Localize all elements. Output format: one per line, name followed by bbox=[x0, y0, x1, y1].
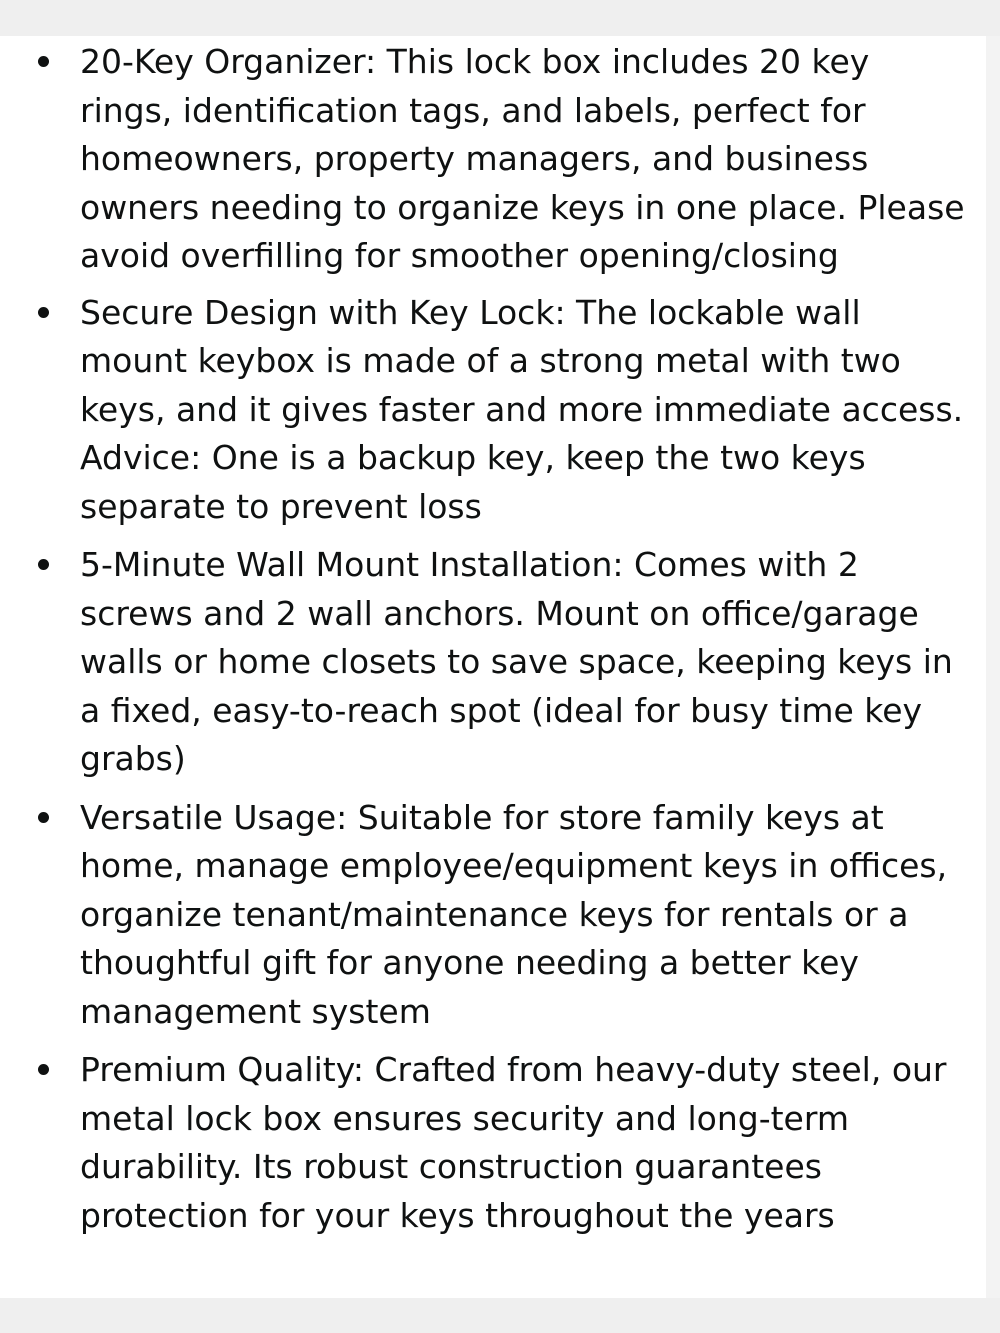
feature-bullet-text: 5-Minute Wall Mount Installation: Comes with 2 screws and 2 wall anchors. Mount on office/garage walls or home closets to save space, keeping keys in a fixed, easy-to-reach spot (ideal for busy time key grabs) bbox=[80, 545, 953, 778]
bullet-dot-icon bbox=[38, 1064, 49, 1075]
feature-bullet bbox=[0, 1046, 970, 1240]
feature-bullet bbox=[0, 289, 970, 532]
feature-bullet-text: Versatile Usage: Suitable for store family keys at home, manage employee/equipment keys in offices, organize tenant/maintenance keys for rentals or a thoughtful gift for anyone needing a better key management system bbox=[80, 797, 948, 1031]
feature-bullet-text: Secure Design with Key Lock: The lockable wall mount keybox is made of a strong metal with two keys, and it gives faster and more immediate access. Advice: One is a backup key, keep the two keys separate to prevent loss bbox=[80, 292, 964, 526]
feature-bullet bbox=[0, 541, 970, 784]
feature-bullet-text: 20-Key Organizer: This lock box includes 20 key rings, identification tags, and labels, perfect for homeowners, property managers, and business owners needing to organize keys in one place. Please avoid overfilling for smoother opening/closing bbox=[80, 42, 965, 275]
bullet-dot-icon bbox=[38, 307, 49, 318]
bullet-dot-icon bbox=[38, 56, 49, 67]
feature-bullet-text: Premium Quality: Crafted from heavy-duty steel, our metal lock box ensures security and long-term durability. Its robust construction guarantees protection for your keys throughout the years bbox=[80, 1050, 947, 1235]
right-margin bbox=[986, 36, 1000, 1298]
top-margin bbox=[0, 0, 1000, 36]
feature-bullet bbox=[0, 794, 970, 1037]
bullet-dot-icon bbox=[38, 559, 49, 570]
bottom-margin bbox=[0, 1298, 1000, 1333]
feature-bullet-list bbox=[0, 36, 986, 1240]
about-this-item-panel bbox=[0, 36, 986, 1298]
bullet-dot-icon bbox=[38, 812, 49, 823]
feature-bullet bbox=[0, 38, 970, 281]
